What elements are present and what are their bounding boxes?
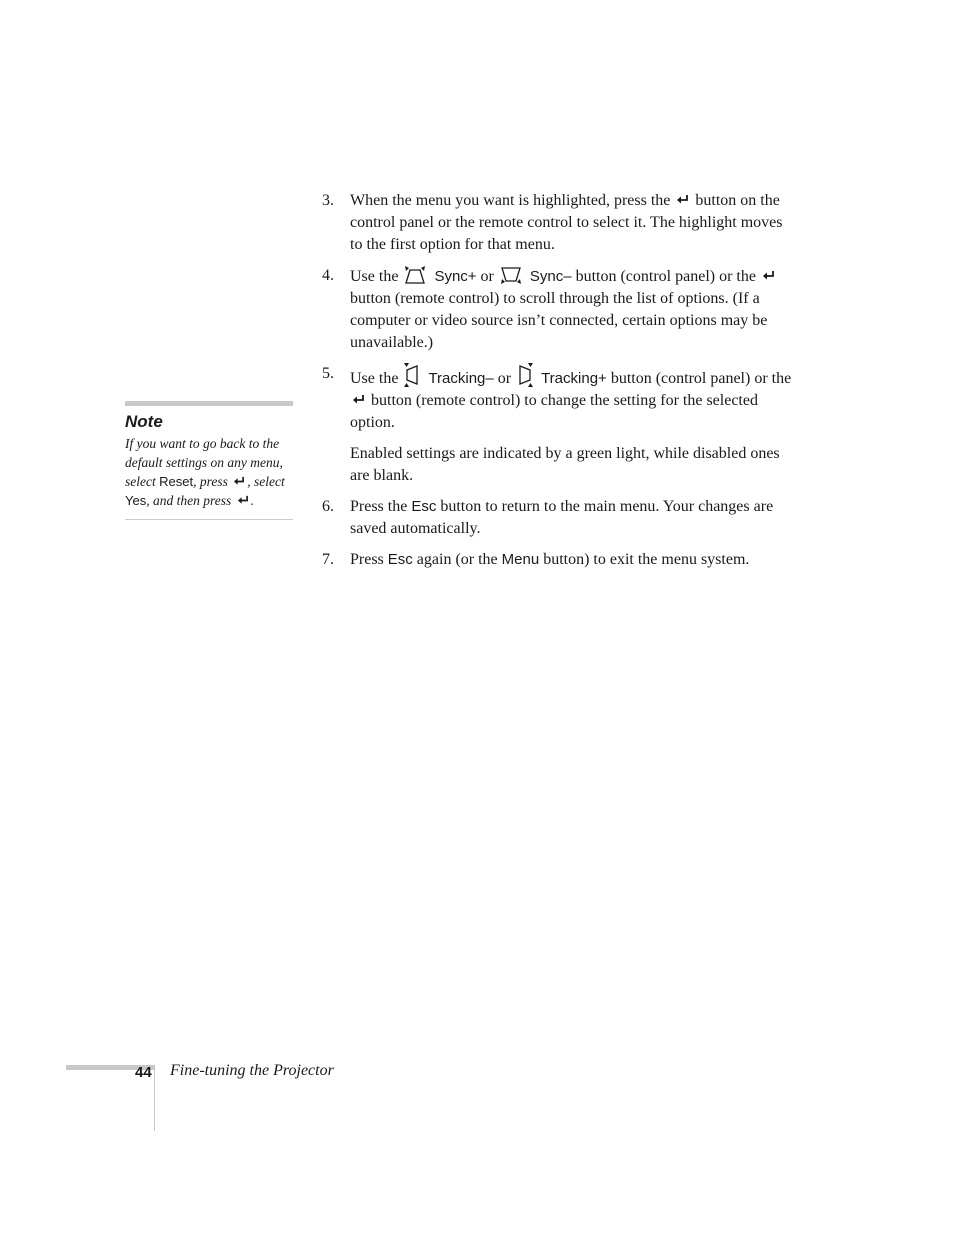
menu-label: Menu [501, 551, 540, 568]
step-5 [322, 363, 792, 434]
note-text-part: , and then press [146, 493, 232, 508]
step-text: button (remote control) to change the setting for the selected option. [350, 392, 758, 431]
note-text-part: . [250, 493, 254, 508]
note-text-part: , press [193, 474, 228, 489]
step-number: 5. [322, 365, 334, 382]
step-text: Press [350, 551, 384, 568]
step-text: Use the [350, 268, 399, 285]
step-number: 7. [322, 551, 334, 568]
esc-label: Esc [387, 551, 413, 568]
reset-label: Reset [159, 474, 194, 489]
step-6 [322, 496, 792, 540]
step-number: 4. [322, 267, 334, 284]
sync-minus-label: Sync– [529, 268, 572, 285]
tracking-plus-icon [516, 363, 534, 387]
step-text: or [480, 268, 494, 285]
footer-title: Fine-tuning the Projector [170, 1062, 334, 1079]
footer-vertical-rule [154, 1065, 155, 1131]
enter-icon [233, 476, 245, 487]
step-4 [322, 265, 792, 354]
sync-plus-icon [403, 265, 427, 285]
step-number: 3. [322, 192, 334, 209]
step-number: 6. [322, 498, 334, 515]
step-text: Press the [350, 498, 408, 515]
step-text: When the menu you want is highlighted, press the [350, 192, 671, 209]
note-box [125, 401, 293, 520]
sync-minus-icon [499, 265, 523, 285]
tracking-plus-label: Tracking+ [541, 370, 607, 387]
step-text: button on the control panel or the remote control to select it. The highlight moves to the first option for that menu. [350, 192, 783, 253]
tracking-minus-label: Tracking– [428, 370, 494, 387]
page-number: 44 [135, 1064, 152, 1081]
note-divider-bar [125, 401, 293, 406]
sync-plus-label: Sync+ [434, 268, 477, 285]
step-text: again (or the [416, 551, 498, 568]
step-text: button (control panel) or the [610, 370, 792, 387]
yes-label: Yes [125, 493, 147, 508]
step-3 [322, 190, 792, 256]
step-text: button (remote control) to scroll through the list of options. (If a computer or video source isn’t connected, certain options may be unavailable.) [350, 290, 768, 351]
instruction-list [322, 190, 792, 580]
step-text: or [497, 370, 512, 387]
step-text: button (control panel) or the [575, 268, 756, 285]
enter-icon [676, 194, 689, 206]
note-bottom-rule [125, 519, 293, 520]
note-text-part: , select [247, 474, 285, 489]
step-7 [322, 549, 792, 571]
note-text [125, 434, 293, 510]
enter-icon [237, 495, 249, 506]
step-text: button to return to the main menu. Your changes are saved automatically. [350, 498, 774, 537]
tracking-minus-icon [403, 363, 421, 387]
note-title: Note [125, 412, 163, 431]
step-5-extra-text: Enabled settings are indicated by a green light, while disabled ones are blank. [350, 445, 780, 484]
esc-label: Esc [411, 498, 437, 515]
step-text: button) to exit the menu system. [543, 551, 750, 568]
step-text: Use the [350, 370, 399, 387]
enter-icon [762, 270, 775, 282]
enter-icon [352, 394, 365, 406]
note-text-part: If you want to go back to the default settings on any menu, select [125, 436, 283, 489]
